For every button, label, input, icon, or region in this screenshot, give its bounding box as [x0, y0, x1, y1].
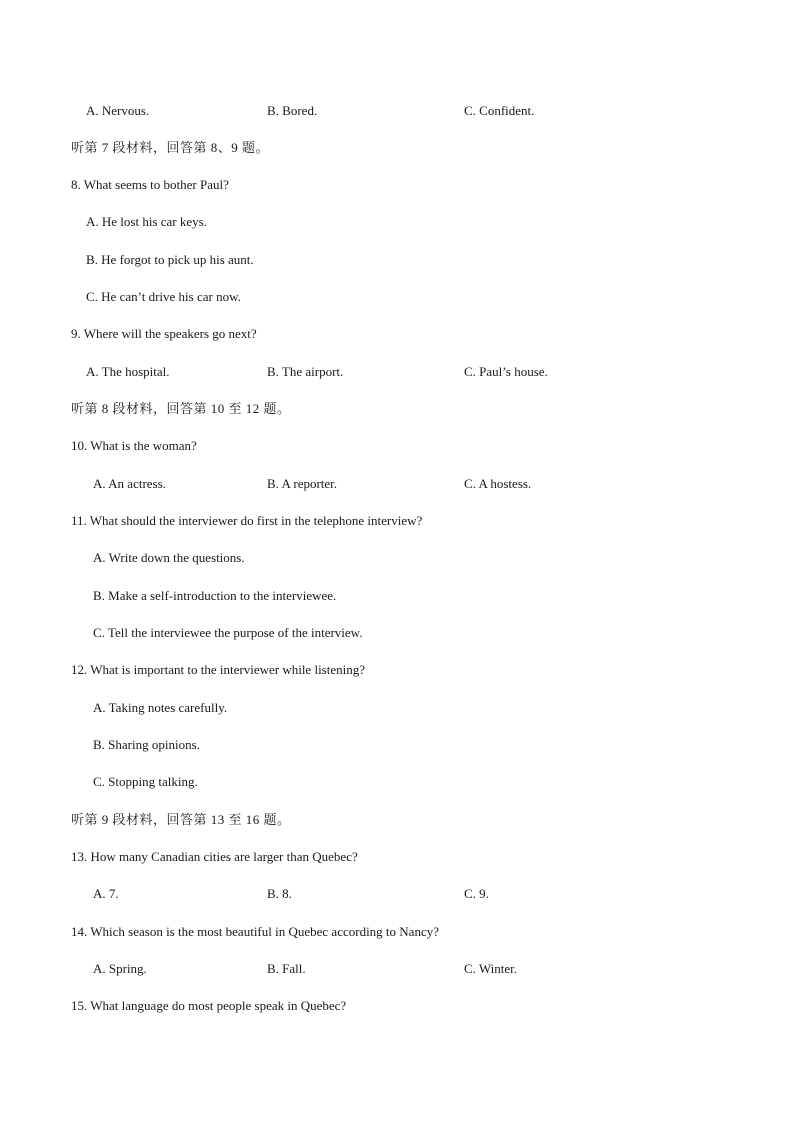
q14-option-b: B. Fall. [267, 961, 306, 976]
q9-option-c: C. Paul’s house. [464, 364, 548, 379]
q12-option-b: B. Sharing opinions. [93, 737, 200, 752]
q12-stem: 12. What is important to the interviewer while listening? [71, 662, 365, 677]
section-8-instruction: 听第 8 段材料，回答第 10 至 12 题。 [71, 401, 291, 416]
q15-stem: 15. What language do most people speak in Quebec? [71, 998, 347, 1013]
q9-option-b: B. The airport. [267, 364, 344, 379]
q10-option-a: A. An actress. [93, 476, 166, 491]
q14-option-a: A. Spring. [93, 961, 147, 976]
q8-stem: 8. What seems to bother Paul? [71, 177, 229, 192]
q12-option-a: A. Taking notes carefully. [93, 700, 228, 715]
section-7-instruction: 听第 7 段材料，回答第 8、9 题。 [71, 140, 270, 155]
q7-option-a: A. Nervous. [86, 103, 150, 118]
q13-option-c: C. 9. [464, 886, 489, 901]
q14-option-c: C. Winter. [464, 961, 518, 976]
q9-option-a: A. The hospital. [86, 364, 170, 379]
q10-stem: 10. What is the woman? [71, 438, 197, 453]
q11-option-c: C. Tell the interviewee the purpose of the interview. [93, 625, 363, 640]
q9-stem: 9. Where will the speakers go next? [71, 326, 257, 341]
q12-option-c: C. Stopping talking. [93, 774, 198, 789]
q10-option-b: B. A reporter. [267, 476, 338, 491]
q11-stem: 11. What should the interviewer do first in the telephone interview? [71, 513, 423, 528]
q8-option-a: A. He lost his car keys. [86, 214, 207, 229]
q13-stem: 13. How many Canadian cities are larger than Quebec? [71, 849, 358, 864]
section-9-instruction: 听第 9 段材料，回答第 13 至 16 题。 [71, 812, 291, 827]
q7-option-b: B. Bored. [267, 103, 318, 118]
q13-option-b: B. 8. [267, 886, 292, 901]
q14-stem: 14. Which season is the most beautiful in Quebec according to Nancy? [71, 924, 439, 939]
q13-option-a: A. 7. [93, 886, 119, 901]
q11-option-a: A. Write down the questions. [93, 550, 245, 565]
q7-option-c: C. Confident. [464, 103, 535, 118]
q10-option-c: C. A hostess. [464, 476, 532, 491]
q11-option-b: B. Make a self-introduction to the interviewee. [93, 588, 337, 603]
q8-option-b: B. He forgot to pick up his aunt. [86, 252, 254, 267]
q8-option-c: C. He can’t drive his car now. [86, 289, 241, 304]
